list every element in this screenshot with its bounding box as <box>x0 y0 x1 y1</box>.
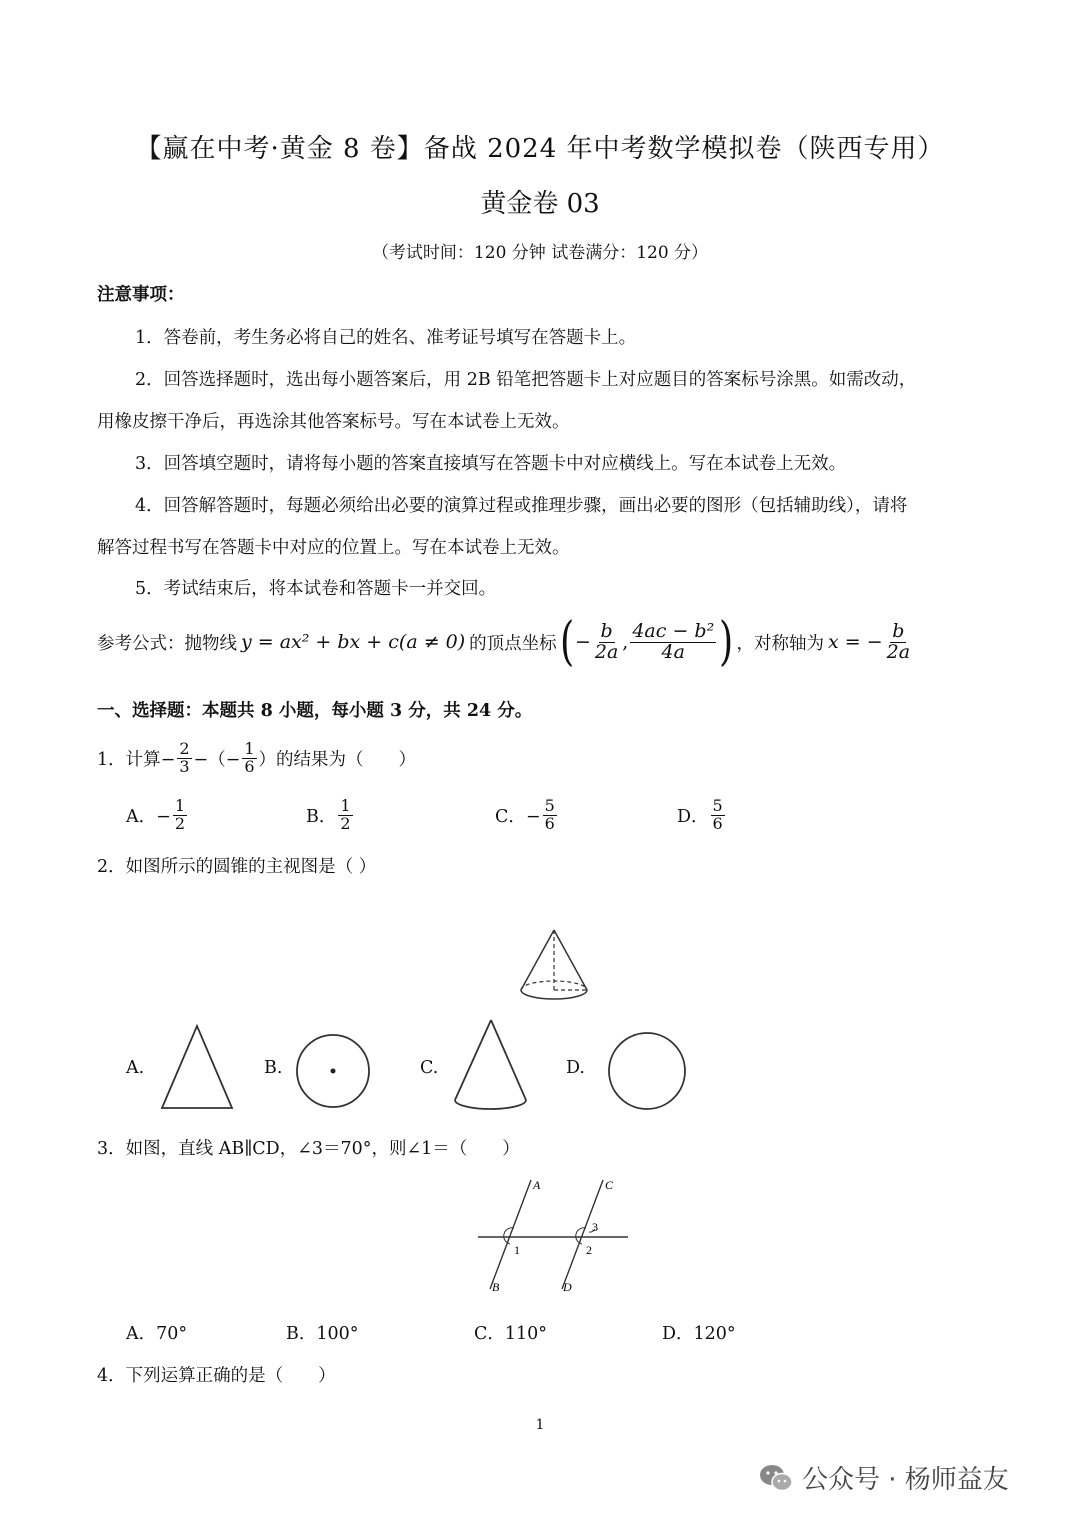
q1-option-c[interactable]: C．− $\frac{5}{6}$ <box>495 795 555 833</box>
note-item: 5．考试结束后，将本试卷和答题卡一并交回。 <box>135 579 497 599</box>
fraction-b-over-2a-axis: $\frac{b}{2a}$ <box>886 619 911 663</box>
fig-angle-2: 2 <box>586 1243 592 1257</box>
q1-option-a[interactable]: A．− $\frac{1}{2}$ <box>126 795 185 833</box>
cone-figure <box>518 928 590 1004</box>
fig-angle-3: 3 <box>592 1220 598 1234</box>
axis-equation: x = − <box>827 631 883 653</box>
q1-fraction-1: $\frac{2}{3}$ <box>179 738 190 776</box>
question-3-stem: 3．如图，直线 AB∥CD，∠3＝70°，则∠1＝（ ） <box>97 1139 520 1159</box>
q2-option-c-cone-icon <box>453 1018 529 1114</box>
q2-option-b-circle-with-dot-icon <box>294 1032 372 1110</box>
q1-fraction-2: $\frac{1}{6}$ <box>244 738 255 776</box>
notes-heading: 注意事项： <box>97 285 185 305</box>
note-item: 1．答卷前，考生务必将自己的姓名、准考证号填写在答题卡上。 <box>135 328 637 348</box>
note-item: 3．回答填空题时，请将每小题的答案直接填写在答题卡中对应横线上。写在本试卷上无效。 <box>135 454 847 474</box>
watermark <box>758 1459 1009 1496</box>
wechat-icon <box>758 1462 794 1494</box>
q2-option-c-label[interactable]: C. <box>420 1058 439 1078</box>
parallel-lines-figure <box>476 1176 632 1296</box>
fraction-b-over-2a: $\frac{b}{2a}$ <box>594 619 619 663</box>
q1-option-b[interactable]: B． $\frac{1}{2}$ <box>306 795 351 833</box>
watermark-text: 公众号 · 杨师益友 <box>802 1465 1009 1495</box>
q3-option-a[interactable]: A．70° <box>126 1324 188 1344</box>
question-4-stem: 4．下列运算正确的是（ ） <box>97 1366 336 1386</box>
fig-label-c: C <box>605 1178 614 1192</box>
exam-title: 【赢在中考·黄金 8 卷】备战 2024 年中考数学模拟卷（陕西专用） <box>135 134 945 164</box>
section-heading: 一、选择题：本题共 8 小题，每小题 3 分，共 24 分。 <box>97 701 533 721</box>
q3-option-b[interactable]: B．100° <box>286 1324 359 1344</box>
question-2-stem: 2．如图所示的圆锥的主视图是（ ） <box>97 857 377 877</box>
q2-option-a-triangle-icon <box>160 1024 234 1110</box>
note-item: 用橡皮擦干净后，再选涂其他答案标号。写在本试卷上无效。 <box>97 412 570 432</box>
exam-subtitle: 黄金卷 03 <box>480 189 600 219</box>
formula-vertex-text: 的顶点坐标 <box>469 633 557 654</box>
fig-angle-1: 1 <box>514 1243 520 1257</box>
q1-option-d[interactable]: D． $\frac{5}{6}$ <box>677 795 723 833</box>
fig-label-a: A <box>533 1178 541 1192</box>
fig-label-b: B <box>492 1280 500 1294</box>
reference-formula <box>97 612 914 672</box>
formula-axis-text: ，对称轴为 <box>736 633 824 654</box>
q3-option-c[interactable]: C．110° <box>474 1324 548 1344</box>
question-1-stem: 1．计算− $\frac{2}{3}$ −（− $\frac{1}{6}$ ）的结果为（ ） <box>97 738 417 776</box>
exam-time-info: （考试时间：120 分钟 试卷满分：120 分） <box>371 243 709 263</box>
page-number: 1 <box>535 1417 545 1433</box>
fig-label-d: D <box>563 1280 572 1294</box>
note-item: 2．回答选择题时，选出每小题答案后，用 2B 铅笔把答题卡上对应题目的答案标号涂黑。如需改动， <box>135 370 917 390</box>
q2-option-d-circle-icon <box>606 1030 688 1112</box>
note-item: 4．回答解答题时，每题必须给出必要的演算过程或推理步骤，画出必要的图形（包括辅助线），请将 <box>135 496 908 516</box>
formula-prefix: 参考公式：抛物线 <box>97 633 237 654</box>
fraction-4ac-b2-over-4a: $\frac{\text{4ac − b²}}{4a}$ <box>632 619 715 663</box>
parabola-equation: y = ax² + bx + c(a ≠ 0) <box>241 631 466 653</box>
vertex-coordinates: ( − $\frac{b}{2a}$ , $\frac{\text{4ac − b²}}{4a}$ ) <box>559 612 734 672</box>
q2-option-d-label[interactable]: D. <box>566 1058 585 1078</box>
q2-option-b-label[interactable]: B. <box>264 1058 283 1078</box>
q3-option-d[interactable]: D．120° <box>662 1324 736 1344</box>
q2-option-a-label[interactable]: A. <box>126 1058 145 1078</box>
note-item: 解答过程书写在答题卡中对应的位置上。写在本试卷上无效。 <box>97 538 570 558</box>
